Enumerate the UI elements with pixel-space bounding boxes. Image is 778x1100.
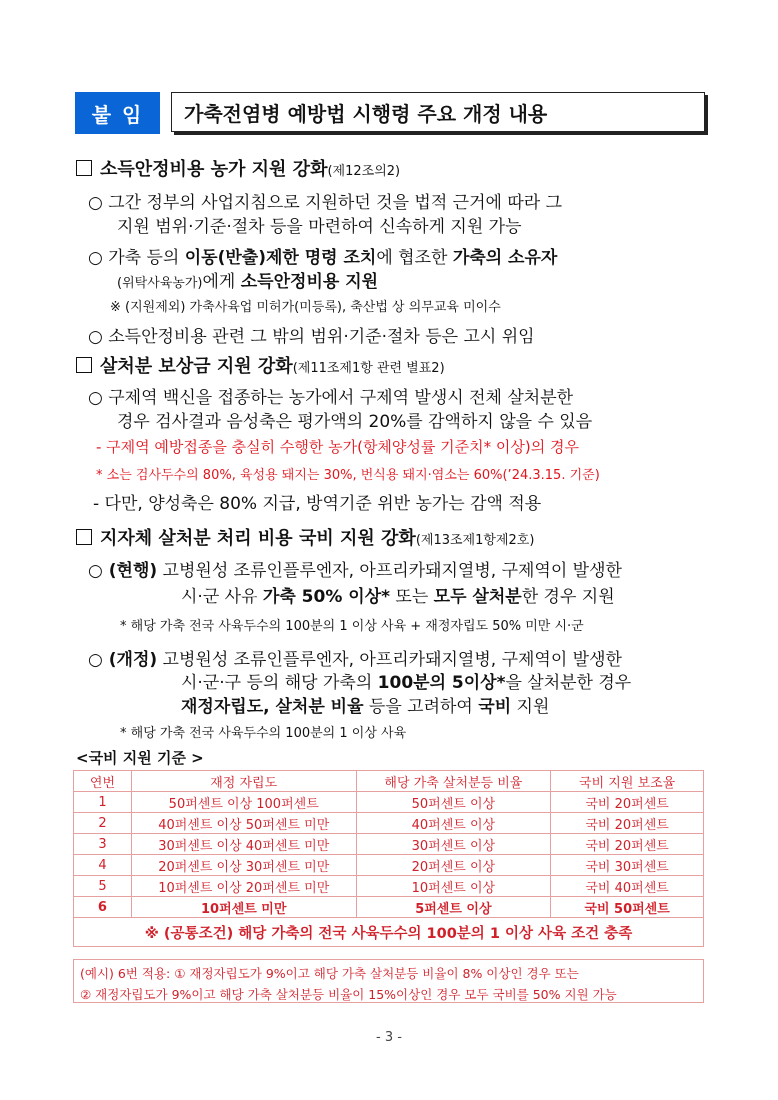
table-cell: 1 [74,792,132,813]
table-cell: 50퍼센트 이상 [356,792,551,813]
example-line-1: (예시) 6번 적용: ① 재정자립도가 9%이고 해당 가축 살처분등 비율이 8% 이상인 경우 또는 [80,966,579,981]
section-2-ref: (제11조제1항 관련 별표2) [292,361,445,376]
s3-cur2-bold2: 모두 살처분 [433,587,522,607]
s1-b2-bold1: 이동(반출)제한 명령 조치 [184,248,377,268]
s2-red-line-1: - 구제역 예방접종을 충실히 수행한 농가(항체양성률 기준치* 이상)의 경우 [96,438,579,456]
s3-current-text-1: 고병원성 조류인플루엔자, 아프리카돼지열병, 구제역이 발생한 [162,561,622,581]
common-condition: ※ (공통조건) 해당 가축의 전국 사육두수의 100분의 1 이상 사육 조건 충족 [74,918,704,947]
page-title [171,92,705,132]
table-cell: 국비 20퍼센트 [551,834,704,855]
page-title-text: 가축전염병 예방법 시행령 주요 개정 내용 [184,101,548,126]
example-line-2: ② 재정자립도가 9%이고 해당 가축 살처분등 비율이 15%이상인 경우 모두 국비를 50% 지원 가능 [80,987,617,1002]
table-cell: 20퍼센트 이상 [356,855,551,876]
s1-b2-bold3: 소득안정비용 지원 [240,272,379,292]
s2-bullet-1-line-1: ○ 구제역 백신을 접종하는 농가에서 구제역 발생시 전체 살처분한 [88,388,574,408]
table-cell: 20퍼센트 이상 30퍼센트 미만 [131,855,356,876]
table-cell: 10퍼센트 미만 [131,897,356,918]
table-row-common [74,918,704,947]
table-cell: 2 [74,813,132,834]
s3-current-line-2 [181,582,615,607]
table-cell: 50퍼센트 이상 100퍼센트 [131,792,356,813]
section-3-heading [76,524,534,550]
s1-bullet-1-line-1: ○ 그간 정부의 사업지침으로 지원하던 것을 법적 근거에 따라 그 [88,193,563,213]
table-header-cell: 재정 자립도 [131,771,356,792]
s1-b2-bold2: 가축의 소유자 [452,248,558,268]
s2-bullet-1-line-2: 경우 검사결과 음성축은 평가액의 20%를 감액하지 않을 수 있음 [117,412,593,432]
checkbox-square-icon [76,160,92,176]
s3-new-label: ○ (개정) [88,650,158,670]
table-cell: 30퍼센트 이상 40퍼센트 미만 [131,834,356,855]
table-row [74,897,704,918]
table-cell: 40퍼센트 이상 50퍼센트 미만 [131,813,356,834]
table-cell: 국비 40퍼센트 [551,876,704,897]
s3-new-note: * 해당 가축 전국 사육두수의 100분의 1 이상 사육 [120,726,407,741]
s3-new3-bold1: 재정자립도, 살처분 비율 [181,697,364,717]
table-caption: <국비 지원 기준 > [76,749,204,767]
table-row [74,876,704,897]
s1-bullet-3: ○ 소득안정비용 관련 그 밖의 범위·기준·절차 등은 고시 위임 [88,327,535,347]
table-cell: 국비 50퍼센트 [551,897,704,918]
table-cell: 국비 20퍼센트 [551,792,704,813]
table-row [74,834,704,855]
s3-cur2-pre: 시·군 사유 [181,587,263,607]
s3-cur2-mid: 또는 [390,587,434,607]
s3-new-line-1 [88,645,622,670]
section-1-title: 소득안정비용 농가 지원 강화 [100,159,328,180]
page-number: - 3 - [376,1030,402,1045]
table-row [74,792,704,813]
table-cell: 5퍼센트 이상 [356,897,551,918]
section-2-title: 살처분 보상금 지원 강화 [100,356,293,377]
s1-b2-mid: 에 협조한 [376,248,453,268]
table-cell: 국비 30퍼센트 [551,855,704,876]
s1-b2-post: 에게 [202,272,241,292]
s1-bullet-2-line-2 [117,267,378,292]
s3-current-line-1 [88,556,622,581]
support-criteria-table [73,770,704,947]
table-cell: 4 [74,855,132,876]
checkbox-square-icon [76,529,92,545]
s3-new-line-2 [181,668,631,693]
table-row [74,813,704,834]
table-cell: 10퍼센트 이상 20퍼센트 미만 [131,876,356,897]
table-cell: 30퍼센트 이상 [356,834,551,855]
table-cell: 3 [74,834,132,855]
s1-b2-pre: ○ 가축 등의 [88,248,185,268]
section-1-heading [76,155,400,181]
s3-new2-pre: 시·군·구 등의 해당 가축의 [181,673,378,693]
table-cell: 국비 20퍼센트 [551,813,704,834]
s1-note: ※ (지원제외) 가축사육업 미허가(미등록), 축산법 상 의무교육 미이수 [110,300,501,315]
table-header-cell: 국비 지원 보조율 [551,771,704,792]
checkbox-square-icon [76,357,92,373]
s1-b2-paren: (위탁사육농가) [117,276,203,291]
s1-bullet-1-line-2: 지원 범위·기준·절차 등을 마련하여 신속하게 지원 가능 [117,217,522,237]
section-3-title: 지자체 살처분 처리 비용 국비 지원 강화 [100,528,416,549]
table-cell: 40퍼센트 이상 [356,813,551,834]
table-cell: 10퍼센트 이상 [356,876,551,897]
table-header-cell: 연번 [74,771,132,792]
s3-new-line-3 [181,692,549,717]
table-cell: 6 [74,897,132,918]
s3-cur2-bold1: 가축 50% 이상* [262,587,391,607]
table-row [74,855,704,876]
table-header-cell: 해당 가축 살처분등 비율 [356,771,551,792]
s3-new3-bold2: 국비 [478,697,512,717]
s3-new3-mid: 등을 고려하여 [363,697,479,717]
s3-current-note: * 해당 가축 전국 사육두수의 100분의 1 이상 사육 + 재정자립도 50% 미만 시·군 [120,619,584,634]
s3-new2-bold: 100분의 5이상* [377,673,506,693]
s3-new2-post: 을 살처분한 경우 [505,673,632,693]
s1-bullet-2-line-1 [88,243,557,268]
table-cell: 5 [74,876,132,897]
s2-red-line-2: * 소는 검사두수의 80%, 육성용 돼지는 30%, 번식용 돼지·염소는 60%(’24.3.15. 기준) [96,468,600,483]
example-box [73,959,704,1003]
section-3-ref: (제13조제1항제2호) [415,533,535,548]
s3-current-label: ○ (현행) [88,561,158,581]
s3-new3-post: 지원 [511,697,550,717]
s3-new-text-1: 고병원성 조류인플루엔자, 아프리카돼지열병, 구제역이 발생한 [162,650,622,670]
section-2-heading [76,352,445,378]
attachment-tag: 붙 임 [75,92,160,134]
s2-bullet-2: - 다만, 양성축은 80% 지급, 방역기준 위반 농가는 감액 적용 [93,494,542,514]
s3-cur2-post: 한 경우 지원 [521,587,615,607]
section-1-ref: (제12조의2) [327,164,401,179]
